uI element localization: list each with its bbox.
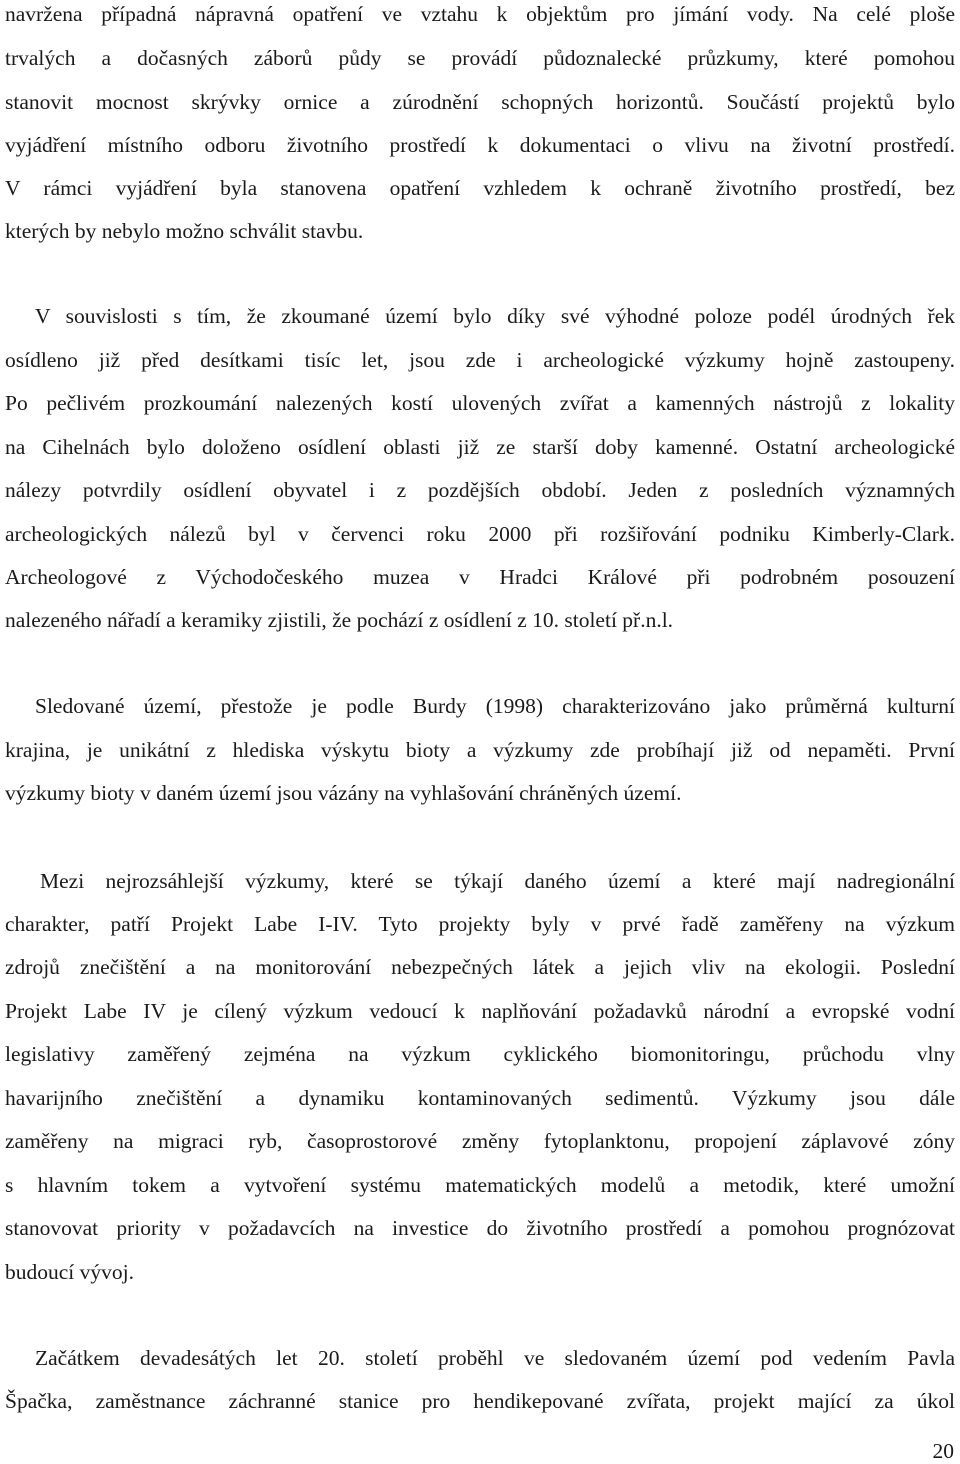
text-line: zdrojů znečištění a na monitorování nebezpečných látek a jejich vliv na ekologii. Poslední <box>5 955 955 979</box>
text-line: Archeologové z Východočeského muzea v Hradci Králové při podrobném posouzení <box>5 565 955 589</box>
text-line: Po pečlivém prozkoumání nalezených kostí ulovených zvířat a kamenných nástrojů z lokality <box>5 391 955 415</box>
text-line: osídleno již před desítkami tisíc let, jsou zde i archeologické výzkumy hojně zastoupeny. <box>5 348 955 372</box>
text-line: stanovovat priority v požadavcích na investice do životního prostředí a pomohou prognózovat <box>5 1216 955 1240</box>
text-line: stanovit mocnost skrývky ornice a zúrodnění schopných horizontů. Součástí projektů bylo <box>5 90 955 114</box>
text-line: Mezi nejrozsáhlejší výzkumy, které se týkají daného území a které mají nadregionální <box>40 869 955 893</box>
text-line: s hlavním tokem a vytvoření systému matematických modelů a metodik, které umožní <box>5 1173 955 1197</box>
text-line: krajina, je unikátní z hlediska výskytu bioty a výzkumy zde probíhají již od nepaměti. První <box>5 738 955 762</box>
text-line: kterých by nebylo možno schválit stavbu. <box>5 219 364 243</box>
text-line: V rámci vyjádření byla stanovena opatření vzhledem k ochraně životního prostředí, bez <box>5 176 955 200</box>
text-line: výzkumy bioty v daném území jsou vázány na vyhlašování chráněných území. <box>5 781 682 805</box>
text-line: legislativy zaměřený zejména na výzkum cyklického biomonitoringu, průchodu vlny <box>5 1042 955 1066</box>
text-line: charakter, patří Projekt Labe I-IV. Tyto projekty byly v prvé řadě zaměřeny na výzkum <box>5 912 955 936</box>
text-line: na Cihelnách bylo doloženo osídlení oblasti již ze starší doby kamenné. Ostatní archeologické <box>5 435 955 459</box>
text-line: archeologických nálezů byl v červenci roku 2000 při rozšiřování podniku Kimberly-Clark. <box>5 522 955 546</box>
text-line: Začátkem devadesátých let 20. století proběhl ve sledovaném území pod vedením Pavla <box>35 1346 955 1370</box>
text-line: zaměřeny na migraci ryb, časoprostorové změny fytoplanktonu, propojení záplavové zóny <box>5 1129 955 1153</box>
text-line: havarijního znečištění a dynamiku kontaminovaných sedimentů. Výzkumy jsou dále <box>5 1086 955 1110</box>
text-line: Špačka, zaměstnance záchranné stanice pro hendikepované zvířata, projekt mající za úkol <box>5 1389 955 1413</box>
text-line: navržena případná nápravná opatření ve vztahu k objektům pro jímání vody. Na celé ploše <box>5 2 955 26</box>
page-number: 20 <box>932 1439 954 1463</box>
text-line: trvalých a dočasných záborů půdy se provádí půdoznalecké průzkumy, které pomohou <box>5 46 955 70</box>
text-line: budoucí vývoj. <box>5 1260 134 1284</box>
text-line: Projekt Labe IV je cílený výzkum vedoucí k naplňování požadavků národní a evropské vodní <box>5 999 955 1023</box>
text-line: V souvislosti s tím, že zkoumané území bylo díky své výhodné poloze podél úrodných řek <box>35 304 955 328</box>
text-line: vyjádření místního odboru životního prostředí k dokumentaci o vlivu na životní prostředí. <box>5 133 955 157</box>
text-line: Sledované území, přestože je podle Burdy (1998) charakterizováno jako průměrná kulturní <box>35 694 955 718</box>
text-line: nalezeného nářadí a keramiky zjistili, že pochází z osídlení z 10. století př.n.l. <box>5 608 674 632</box>
text-line: nálezy potvrdily osídlení obyvatel i z pozdějších období. Jeden z posledních významných <box>5 478 955 502</box>
